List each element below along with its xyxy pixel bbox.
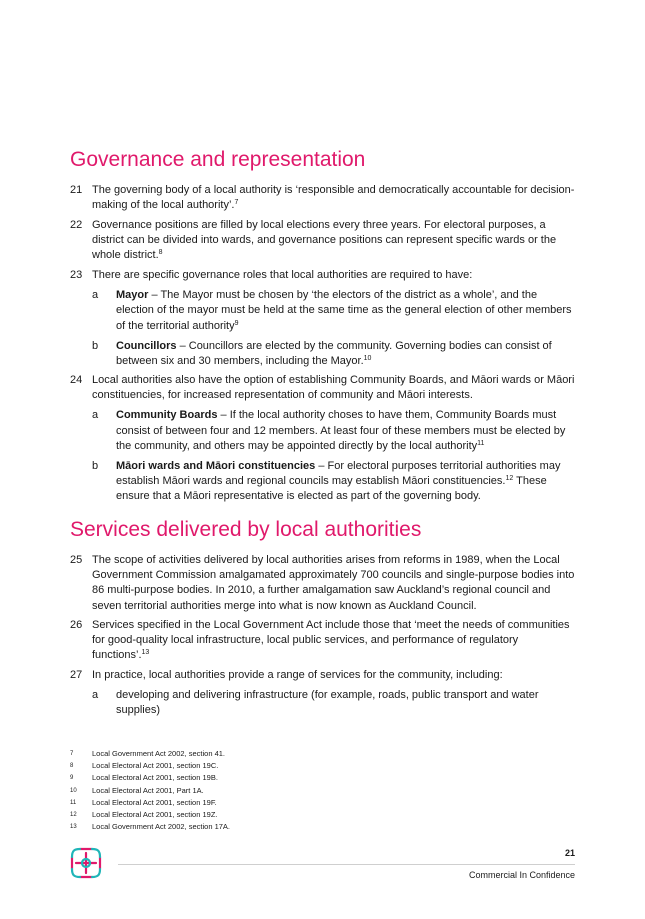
list-text: developing and delivering infrastructure (for example, roads, public transport and water supplies) xyxy=(116,689,539,717)
footnote xyxy=(70,809,230,821)
paragraph-27 xyxy=(70,668,578,719)
footnote xyxy=(70,797,230,809)
paragraph-number: 27 xyxy=(70,669,83,681)
confidentiality-label: Commercial In Confidence xyxy=(468,870,575,880)
footnote-text: Local Government Act 2002, section 41. xyxy=(92,749,225,758)
term-bold: Councillors xyxy=(116,339,177,352)
footnote-text: Local Government Act 2002, section 17A. xyxy=(92,822,230,832)
footnote-number: 10 xyxy=(70,787,77,794)
list-text: – If the local authority choses to have them, Community Boards must consist of between four and 12 members. At least four of these members must be elected by the community, and others may be appointed directly by the local authority xyxy=(116,409,566,452)
paragraph-21 xyxy=(70,183,578,213)
paragraph-26 xyxy=(70,618,578,664)
list-item-councillors xyxy=(70,339,578,369)
footnote-text: Local Electoral Act 2001, Part 1A. xyxy=(92,785,204,795)
footnote-ref[interactable]: 7 xyxy=(234,199,239,207)
list-letter: a xyxy=(92,689,99,702)
paragraph-23 xyxy=(70,268,578,369)
paragraph-number: 21 xyxy=(70,184,83,196)
paragraph-text: There are specific governance roles that local authorities are required to have: xyxy=(92,269,473,281)
footnote-number: 13 xyxy=(70,824,77,831)
paragraph-22 xyxy=(70,218,578,264)
paragraph-text: Local authorities also have the option of establishing Community Boards, and Māori wards or Māori constituencies, for increased representation of community and Māori interests. xyxy=(92,374,575,402)
list-text: – For electoral purposes territorial authorities may establish Māori wards and regional councils may establish Māori constituencies. xyxy=(116,460,561,488)
paragraph-text: Services specified in the Local Government Act include those that ‘meet the needs of communities for good-quality local infrastructure, local public services, and performance of regulatory functions’. xyxy=(92,619,570,662)
footnote-number: 9 xyxy=(70,775,74,782)
paragraph-text: Governance positions are filled by local elections every three years. For electoral purposes, a district can be divided into wards, and governance positions can represent specific wards or the whole district. xyxy=(92,219,557,262)
term-bold: Community Boards xyxy=(116,409,218,422)
section-heading-services: Services delivered by local authorities xyxy=(70,518,422,541)
list-item-mayor xyxy=(70,288,578,334)
footnote-ref[interactable]: 11 xyxy=(477,439,485,447)
list-item-maori-wards xyxy=(70,459,578,505)
list-item-infrastructure xyxy=(70,688,578,718)
paragraph-text: In practice, local authorities provide a range of services for the community, including: xyxy=(92,669,503,681)
footer-divider xyxy=(118,864,575,865)
paragraph-25 xyxy=(70,553,578,614)
footnote xyxy=(70,772,230,784)
paragraph-text: The scope of activities delivered by local authorities arises from reforms in 1989, when the Local Government Commission amalgamated approximately 700 councils and single-purpose bodies into 86 multi-purpose bodies. In 2010, a further amalgamation saw Auckland’s regional council and seven territorial authorities merge into what is now known as Auckland Council. xyxy=(92,554,575,612)
paragraph-number: 25 xyxy=(70,554,83,566)
footnote xyxy=(70,760,230,772)
paragraph-number: 23 xyxy=(70,269,83,281)
footnote-ref[interactable]: 8 xyxy=(158,249,163,257)
paragraph-text: The governing body of a local authority is ‘responsible and democratically accountable for decision-making of the local authority’. xyxy=(92,184,575,212)
footnote xyxy=(70,785,230,797)
footnotes xyxy=(70,748,230,833)
footnote-number: 11 xyxy=(70,799,77,806)
paragraph-24 xyxy=(70,373,578,505)
footnote-ref[interactable]: 9 xyxy=(234,319,239,327)
footnote-number: 8 xyxy=(70,763,74,770)
term-bold: Mayor xyxy=(116,289,149,302)
list-letter: b xyxy=(92,460,99,473)
list-letter: a xyxy=(92,409,99,422)
footnote xyxy=(70,748,230,760)
list-item-community-boards xyxy=(70,408,578,454)
list-letter: a xyxy=(92,289,99,302)
footnote-ref[interactable]: 13 xyxy=(141,649,150,657)
paragraph-number: 22 xyxy=(70,219,83,231)
section-heading-governance: Governance and representation xyxy=(70,148,366,171)
footnote-text: Local Electoral Act 2001, section 19C. xyxy=(92,761,219,771)
footnote-text: Local Electoral Act 2001, section 19B. xyxy=(92,773,218,783)
list-text: – The Mayor must be chosen by ‘the electors of the district as a whole’, and the election of the mayor must be held at the same time as the general election of other members of the territorial authority xyxy=(116,289,572,332)
footnote-number: 12 xyxy=(70,812,77,819)
paragraph-number: 26 xyxy=(70,619,83,631)
footnote-ref[interactable]: 12 xyxy=(505,475,514,483)
paragraph-number: 24 xyxy=(70,374,83,386)
term-bold: Māori wards and Māori constituencies xyxy=(116,460,316,473)
footnote xyxy=(70,821,230,833)
page-number: 21 xyxy=(564,848,575,858)
footnote-number: 7 xyxy=(70,751,74,757)
list-text-continued: These ensure that a Māori representative is elected as part of the governing body. xyxy=(116,475,547,503)
list-letter: b xyxy=(92,339,99,352)
footnote-ref[interactable]: 10 xyxy=(363,355,372,363)
footnote-text: Local Electoral Act 2001, section 19F. xyxy=(92,797,217,807)
organisation-logo-icon xyxy=(68,845,104,881)
list-text: – Councillors are elected by the community. Governing bodies can consist of between six and 30 members, including the Mayor. xyxy=(116,339,552,368)
footnote-text: Local Electoral Act 2001, section 19Z. xyxy=(92,810,218,820)
